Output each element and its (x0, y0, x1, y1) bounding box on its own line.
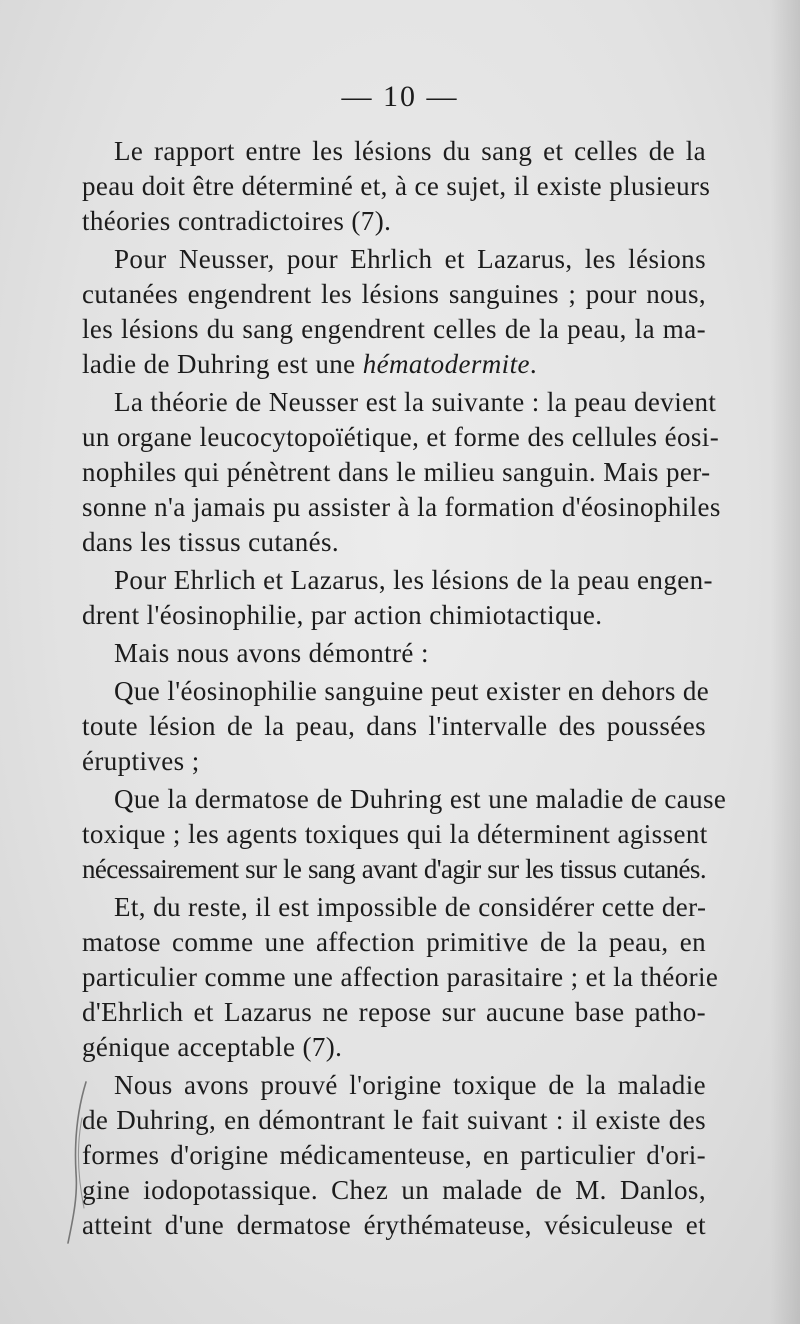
text-line: peau doit être déterminé et, à ce sujet, il existe plusieurs (82, 171, 711, 201)
text-line: Le rapport entre les lésions du sang et celles de la (114, 136, 706, 166)
paragraph-1 (82, 134, 711, 239)
text-line: sonne n'a jamais pu assister à la formation d'éosinophiles (82, 492, 721, 522)
text-line: particulier comme une affection parasitaire ; et la théorie (82, 962, 719, 992)
text-line: Mais nous avons démontré : (114, 638, 429, 668)
text-line: nophiles qui pénètrent dans le milieu sanguin. Mais per- (82, 457, 711, 487)
text-line: matose comme une affection primitive de la peau, en (82, 927, 706, 957)
text-line: théories contradictoires (7). (82, 206, 392, 236)
text-line: de Duhring, en démontrant le fait suivant : il existe des (82, 1105, 706, 1135)
text-fragment: ladie de Duhring est une (82, 349, 363, 379)
text-line: Pour Ehrlich et Lazarus, les lésions de la peau engen- (114, 565, 713, 595)
paragraph-9 (82, 1068, 706, 1243)
text-line: toxique ; les agents toxiques qui la déterminent agissent (82, 819, 708, 849)
text-line (82, 347, 706, 382)
text-line: gine iodopotassique. Chez un malade de M. Danlos, (82, 1175, 706, 1205)
paragraph-8 (82, 890, 719, 1065)
page-number: — 10 — (341, 80, 459, 113)
paragraph-5 (82, 636, 706, 671)
text-line: Que la dermatose de Duhring est une maladie de cause (114, 784, 727, 814)
text-line: drent l'éosinophilie, par action chimiotactique. (82, 600, 603, 630)
text-line: un organe leucocytopoïétique, et forme des cellules éosi- (82, 422, 720, 452)
paragraph-7 (82, 782, 727, 887)
text-line: Nous avons prouvé l'origine toxique de la maladie (114, 1070, 706, 1100)
page-body (82, 134, 727, 1243)
text-line: La théorie de Neusser est la suivante : la peau devient (114, 387, 717, 417)
page-edge-shadow (770, 0, 800, 1324)
paragraph-2 (82, 242, 706, 382)
text-line: atteint d'une dermatose érythémateuse, vésiculeuse et (82, 1210, 706, 1240)
text-line: d'Ehrlich et Lazarus ne repose sur aucune base patho- (82, 997, 706, 1027)
text-line: dans les tissus cutanés. (82, 527, 340, 557)
emphasized-term: hématodermite (362, 349, 530, 379)
text-fragment: . (529, 349, 538, 379)
text-line: Et, du reste, il est impossible de considérer cette der- (114, 892, 707, 922)
text-line: les lésions du sang engendrent celles de la peau, la ma- (82, 314, 706, 344)
text-line: génique acceptable (7). (82, 1032, 343, 1062)
margin-pencil-mark (56, 1078, 96, 1248)
paragraph-3 (82, 385, 721, 560)
paragraph-4 (82, 563, 713, 633)
paragraph-6 (82, 674, 710, 779)
text-line: Pour Neusser, pour Ehrlich et Lazarus, les lésions (114, 244, 706, 274)
text-line: toute lésion de la peau, dans l'intervalle des poussées (82, 711, 706, 741)
text-line: Que l'éosinophilie sanguine peut exister en dehors de (114, 676, 710, 706)
text-line: cutanées engendrent les lésions sanguines ; pour nous, (82, 279, 706, 309)
text-line: formes d'origine médicamenteuse, en particulier d'ori- (82, 1140, 706, 1170)
text-line: éruptives ; (82, 746, 200, 776)
text-line: nécessairement sur le sang avant d'agir sur les tissus cutanés. (82, 854, 706, 884)
